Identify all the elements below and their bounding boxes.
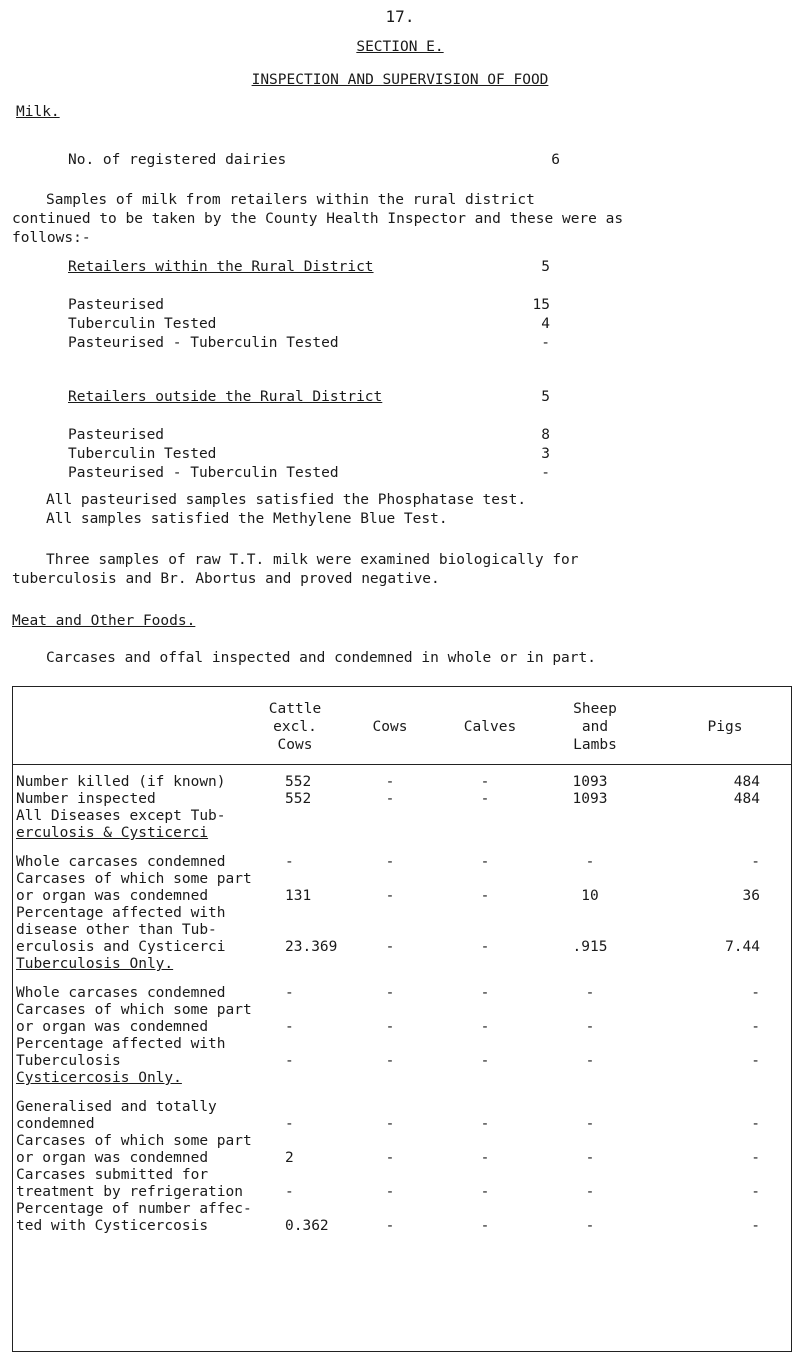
table-cell-cows: -: [385, 1184, 395, 1200]
table-cell-calves: -: [480, 774, 490, 790]
table-cell-pigs: -: [751, 1116, 760, 1132]
milk-intro-line-3: follows:-: [12, 230, 91, 246]
table-row-label: All Diseases except Tub-: [16, 808, 226, 824]
header-sheep-3: Lambs: [573, 737, 617, 753]
table-cell-cattle: 2: [285, 1150, 294, 1166]
table-row-label: Whole carcases condemned: [16, 985, 226, 1001]
raw-milk-line-1: Three samples of raw T.T. milk were examined biologically for: [46, 552, 579, 568]
dairies-label: No. of registered dairies: [68, 152, 287, 168]
outside-row-value: 3: [541, 446, 550, 462]
methylene-result: All samples satisfied the Methylene Blue Test.: [46, 511, 448, 527]
table-cell-pigs: -: [751, 1053, 760, 1069]
table-cell-cows: -: [385, 985, 395, 1001]
table-row-label: or organ was condemned: [16, 1019, 209, 1035]
table-cell-cattle: -: [285, 1053, 294, 1069]
table-cell-sheep: -: [585, 854, 595, 870]
table-cell-cattle: -: [285, 985, 294, 1001]
outside-row-label: Tuberculin Tested: [68, 446, 217, 462]
table-row-label: Number killed (if known): [16, 774, 226, 790]
outside-total: 5: [541, 389, 550, 405]
header-separator: [12, 764, 791, 765]
table-cell-cows: -: [385, 1053, 395, 1069]
outside-row-label: Pasteurised: [68, 427, 165, 443]
table-cell-calves: -: [480, 1184, 490, 1200]
table-cell-cattle: -: [285, 1116, 294, 1132]
table-row-label: ted with Cysticercosis: [16, 1218, 209, 1234]
table-cell-cattle: 552: [285, 774, 312, 790]
table-cell-sheep: -: [585, 1053, 595, 1069]
table-row-label: Carcases of which some part: [16, 871, 252, 887]
table-cell-pigs: -: [751, 1150, 760, 1166]
table-cell-cows: -: [385, 1218, 395, 1234]
header-pigs: Pigs: [707, 719, 743, 735]
table-cell-pigs: 36: [742, 888, 760, 904]
table-cell-cows: -: [385, 1019, 395, 1035]
table-cell-pigs: -: [751, 1019, 760, 1035]
table-cell-cattle: 0.362: [285, 1218, 329, 1234]
within-total: 5: [541, 259, 550, 275]
table-cell-cows: -: [385, 1116, 395, 1132]
page-number: 17.: [385, 7, 415, 26]
table-row-label: Carcases of which some part: [16, 1002, 252, 1018]
table-row-label: erculosis & Cysticerci: [16, 825, 209, 841]
table-cell-cattle: 552: [285, 791, 312, 807]
table-cell-pigs: 484: [733, 791, 760, 807]
table-cell-cattle: -: [285, 1184, 294, 1200]
table-cell-calves: -: [480, 1053, 490, 1069]
table-cell-calves: -: [480, 1150, 490, 1166]
table-cell-sheep: 1093: [572, 774, 608, 790]
outside-row-value: -: [541, 465, 550, 481]
within-row-value: -: [541, 335, 550, 351]
table-cell-cows: -: [385, 939, 395, 955]
table-cell-sheep: 1093: [572, 791, 608, 807]
table-row-label: Tuberculosis: [16, 1053, 121, 1069]
header-cattle-3: Cows: [277, 737, 313, 753]
table-row-label: or organ was condemned: [16, 888, 209, 904]
within-heading: Retailers within the Rural District: [68, 259, 374, 275]
table-row-label: Percentage affected with: [16, 1036, 226, 1052]
table-cell-pigs: -: [751, 985, 760, 1001]
table-row-label: disease other than Tub-: [16, 922, 217, 938]
phosphatase-result: All pasteurised samples satisfied the Phosphatase test.: [46, 492, 527, 508]
table-row-label: Percentage of number affec-: [16, 1201, 252, 1217]
table-row-label: condemned: [16, 1116, 95, 1132]
table-cell-sheep: .915: [572, 939, 608, 955]
table-cell-sheep: 10: [581, 888, 599, 904]
header-cattle-1: Cattle: [268, 701, 322, 717]
table-cell-sheep: -: [585, 1150, 595, 1166]
table-cell-cattle: -: [285, 854, 294, 870]
raw-milk-line-2: tuberculosis and Br. Abortus and proved negative.: [12, 571, 440, 587]
table-cell-calves: -: [480, 888, 490, 904]
table-row-label: erculosis and Cysticerci: [16, 939, 226, 955]
within-row-label: Pasteurised - Tuberculin Tested: [68, 335, 339, 351]
table-cell-calves: -: [480, 1019, 490, 1035]
table-row-label: Tuberculosis Only.: [16, 956, 174, 972]
table-cell-cows: -: [385, 791, 395, 807]
section-heading: SECTION E.: [356, 39, 444, 55]
milk-intro-line-2: continued to be taken by the County Health Inspector and these were as: [12, 211, 624, 227]
table-cell-calves: -: [480, 854, 490, 870]
table-cell-calves: -: [480, 939, 490, 955]
table-cell-cattle: 23.369: [285, 939, 338, 955]
table-cell-cows: -: [385, 1150, 395, 1166]
within-row-label: Pasteurised: [68, 297, 165, 313]
table-cell-cattle: -: [285, 1019, 294, 1035]
header-cattle-2: excl.: [273, 719, 317, 735]
table-cell-sheep: -: [585, 1019, 595, 1035]
header-sheep-2: and: [581, 719, 609, 735]
table-cell-calves: -: [480, 1218, 490, 1234]
table-cell-pigs: -: [751, 854, 760, 870]
table-cell-sheep: -: [585, 1116, 595, 1132]
header-calves: Calves: [463, 719, 517, 735]
table-row-label: treatment by refrigeration: [16, 1184, 243, 1200]
outside-row-label: Pasteurised - Tuberculin Tested: [68, 465, 339, 481]
table-cell-cows: -: [385, 854, 395, 870]
milk-intro-line-1: Samples of milk from retailers within the rural district: [46, 192, 535, 208]
table-cell-sheep: -: [585, 1218, 595, 1234]
table-row-label: Cysticercosis Only.: [16, 1070, 182, 1086]
table-row-label: Carcases of which some part: [16, 1133, 252, 1149]
header-sheep-1: Sheep: [573, 701, 617, 717]
table-cell-sheep: -: [585, 985, 595, 1001]
within-row-value: 4: [541, 316, 550, 332]
table-row-label: Whole carcases condemned: [16, 854, 226, 870]
table-row-label: or organ was condemned: [16, 1150, 209, 1166]
meat-heading: Meat and Other Foods.: [12, 613, 196, 629]
table-cell-pigs: 484: [733, 774, 760, 790]
table-cell-calves: -: [480, 1116, 490, 1132]
table-cell-pigs: -: [751, 1218, 760, 1234]
table-cell-cows: -: [385, 774, 395, 790]
table-cell-sheep: -: [585, 1184, 595, 1200]
meat-intro: Carcases and offal inspected and condemned in whole or in part.: [46, 650, 596, 666]
table-cell-pigs: 7.44: [725, 939, 760, 955]
table-cell-pigs: -: [751, 1184, 760, 1200]
header-cows: Cows: [372, 719, 408, 735]
within-row-label: Tuberculin Tested: [68, 316, 217, 332]
table-cell-calves: -: [480, 791, 490, 807]
table-cell-cows: -: [385, 888, 395, 904]
table-row-label: Percentage affected with: [16, 905, 226, 921]
table-cell-calves: -: [480, 985, 490, 1001]
table-cell-cattle: 131: [285, 888, 312, 904]
milk-heading: Milk.: [16, 104, 60, 120]
table-row-label: Number inspected: [16, 791, 156, 807]
outside-row-value: 8: [541, 427, 550, 443]
dairies-value: 6: [551, 152, 560, 168]
within-row-value: 15: [532, 297, 550, 313]
page-title: INSPECTION AND SUPERVISION OF FOOD: [251, 72, 549, 88]
table-row-label: Generalised and totally: [16, 1099, 217, 1115]
table-row-label: Carcases submitted for: [16, 1167, 209, 1183]
outside-heading: Retailers outside the Rural District: [68, 389, 383, 405]
